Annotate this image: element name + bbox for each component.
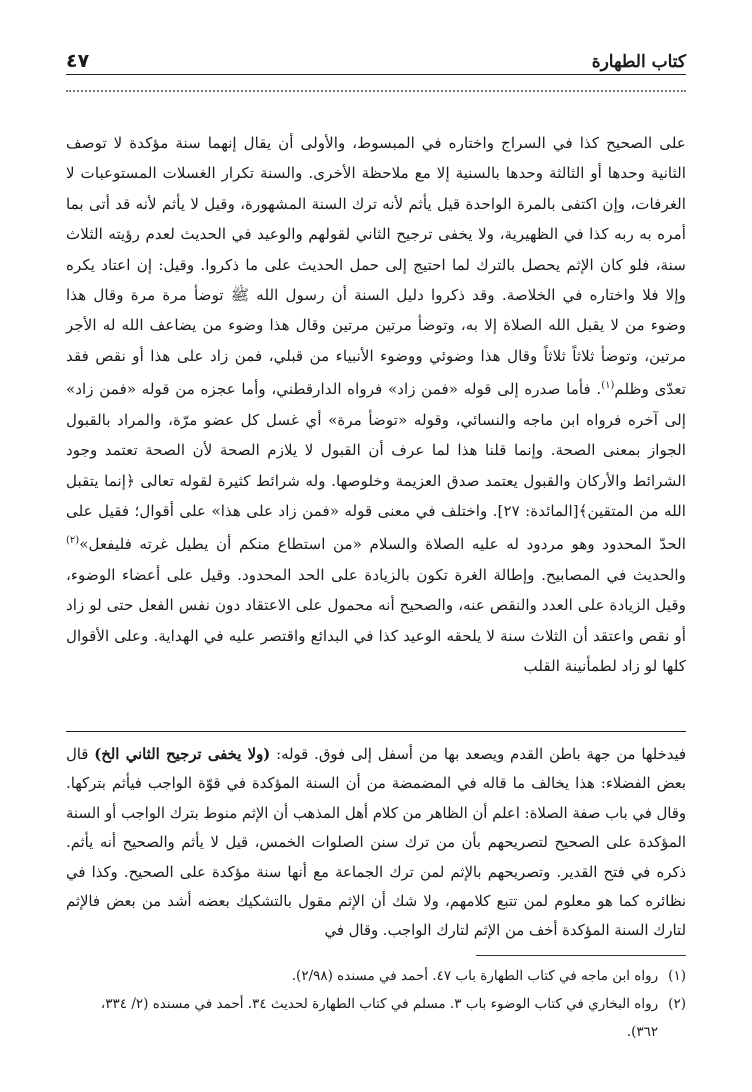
footnote-ref-1: (١) — [601, 380, 615, 392]
header-rule — [66, 74, 686, 75]
page-number: ٤٧ — [66, 50, 90, 72]
commentary-divider — [66, 731, 686, 732]
main-text — [66, 128, 686, 681]
dotted-divider — [66, 90, 686, 92]
commentary-paragraph — [66, 740, 686, 946]
commentary-lemma: (ولا يخفى ترجيح الثاني الخ) — [94, 746, 271, 763]
commentary-part-1: فيدخلها من جهة باطن القدم ويصعد بها من أسفل إلى فوق. قوله: — [270, 746, 687, 763]
main-text-part-2: . فأما صدره إلى قوله «فمن زاد» فرواه الدارقطني، وأما عجزه من قوله «فمن زاد» إلى آخره فرواه ابن ماجه والنسائي، وقوله «توضأ مرة» أي غسل كل عضو مرّة، والمراد بالقبول الجواز بمعنى الصحة. وإنما قلنا هذا لما عرف أن القبول لا يلازم الصحة لأن الصحة تعتمد وجود الشرائط والأركان والقبول يعتمد صدق العزيمة وخلوصها. وله شرائط كثيرة لقوله تعالى ﴿إنما يتقبل الله من المتقين﴾[المائدة: ٢٧]. واختلف في معنى قوله «فمن زاد على هذا» على أقوال؛ فقيل على الحدّ المحدود وهو مردود له عليه الصلاة والسلام «من استطاع منكم أن يطيل غرته فليفعل» — [66, 380, 686, 554]
footnote-text: رواه ابن ماجه في كتاب الطهارة باب ٤٧. أحمد في مسنده (٢/٩٨). — [291, 968, 659, 984]
footnotes — [66, 962, 686, 1046]
book-title: كتاب الطهارة — [591, 52, 686, 72]
main-text-part-1: على الصحيح كذا في السراج واختاره في المبسوط، والأولى أن يقال إنهما سنة مؤكدة لا توصف الثانية وحدها أو الثالثة وحدها بالسنية إلا مع ملاحظة الأخرى. والسنة تكرار الغسلات المستوعبات لا الغرفات، وإن اكتفى بالمرة الواحدة قيل يأثم لأنه ترك السنة المشهورة، وقيل لا يأثم لأنه قد أتى بما أمره به ربه كذا في الظهيرية، ولا يخفى ترجيح الثاني لقولهم والوعيد في الحديث لعدم رؤيته الثلاث سنة، فلو كان الإثم يحصل بالترك لما احتيج إلى حمل الحديث على ما ذكروا. وقيل: إن اعتاد يكره وإلا فلا واختاره في الخلاصة. وقد ذكروا دليل السنة أن رسول الله ﷺ توضأ مرة مرة وقال هذا وضوء من لا يقبل الله الصلاة إلا به، وتوضأ مرتين مرتين وقال هذا وضوء من يضاعف الله له الأجر مرتين، وتوضأ ثلاثاً ثلاثاً وقال هذا وضوئي ووضوء الأنبياء من قبلي، فمن زاد على هذا أو نقص فقد تعدّى وظلم — [66, 134, 686, 399]
commentary-part-2: قال بعض الفضلاء: هذا يخالف ما قاله في المضمضة من أن السنة المؤكدة في قوّة الواجب فيأثم بتركها. وقال في باب صفة الصلاة: اعلم أن الظاهر من كلام أهل المذهب أن الإثم منوط بترك الواجب أو السنة المؤكدة على الصحيح لتصريحهم بأن من ترك سنن الصلوات الخمس، قيل لا يأثم والصحيح أنه يأثم. ذكره في فتح القدير. وتصريحهم بالإثم لمن ترك الجماعة مع أنها سنة مؤكدة على الصحيح. وكذا في نظائره كما هو معلوم لمن تتبع كلامهم، ولا شك أن الإثم مقول بالتشكيك بعضه أشد من بعض فالإثم لتارك السنة المؤكدة أخف من الإثم لتارك الواجب. وقال في — [66, 746, 686, 940]
footnote-divider — [476, 955, 686, 956]
footnote-number: (٢) — [668, 996, 686, 1012]
page-header — [66, 46, 686, 72]
footnote-item — [66, 990, 686, 1046]
footnote-ref-2: (٢) — [66, 535, 80, 547]
footnote-number: (١) — [668, 968, 686, 984]
commentary — [66, 740, 686, 946]
main-text-part-3: والحديث في المصابيح. وإطالة الغرة تكون بالزيادة على الحد المحدود. وقيل على أعضاء الوضوء، وقيل الزيادة على العدد والنقص عنه، والصحيح أنه محمول على الاعتقاد دون نفس الفعل حتى لو زاد أو نقص واعتقد أن الثلاث سنة لا يلحقه الوعيد كذا في البدائع واقتصر عليه في الهداية. وعلى الأقوال كلها لو زاد لطمأنينة القلب — [66, 565, 686, 676]
main-paragraph — [66, 128, 686, 681]
footnote-item — [66, 962, 686, 990]
footnote-text: رواه البخاري في كتاب الوضوء باب ٣. مسلم في كتاب الطهارة لحديث ٣٤. أحمد في مسنده (٢/ ٣٣٤، ٣٦٢). — [100, 996, 659, 1040]
